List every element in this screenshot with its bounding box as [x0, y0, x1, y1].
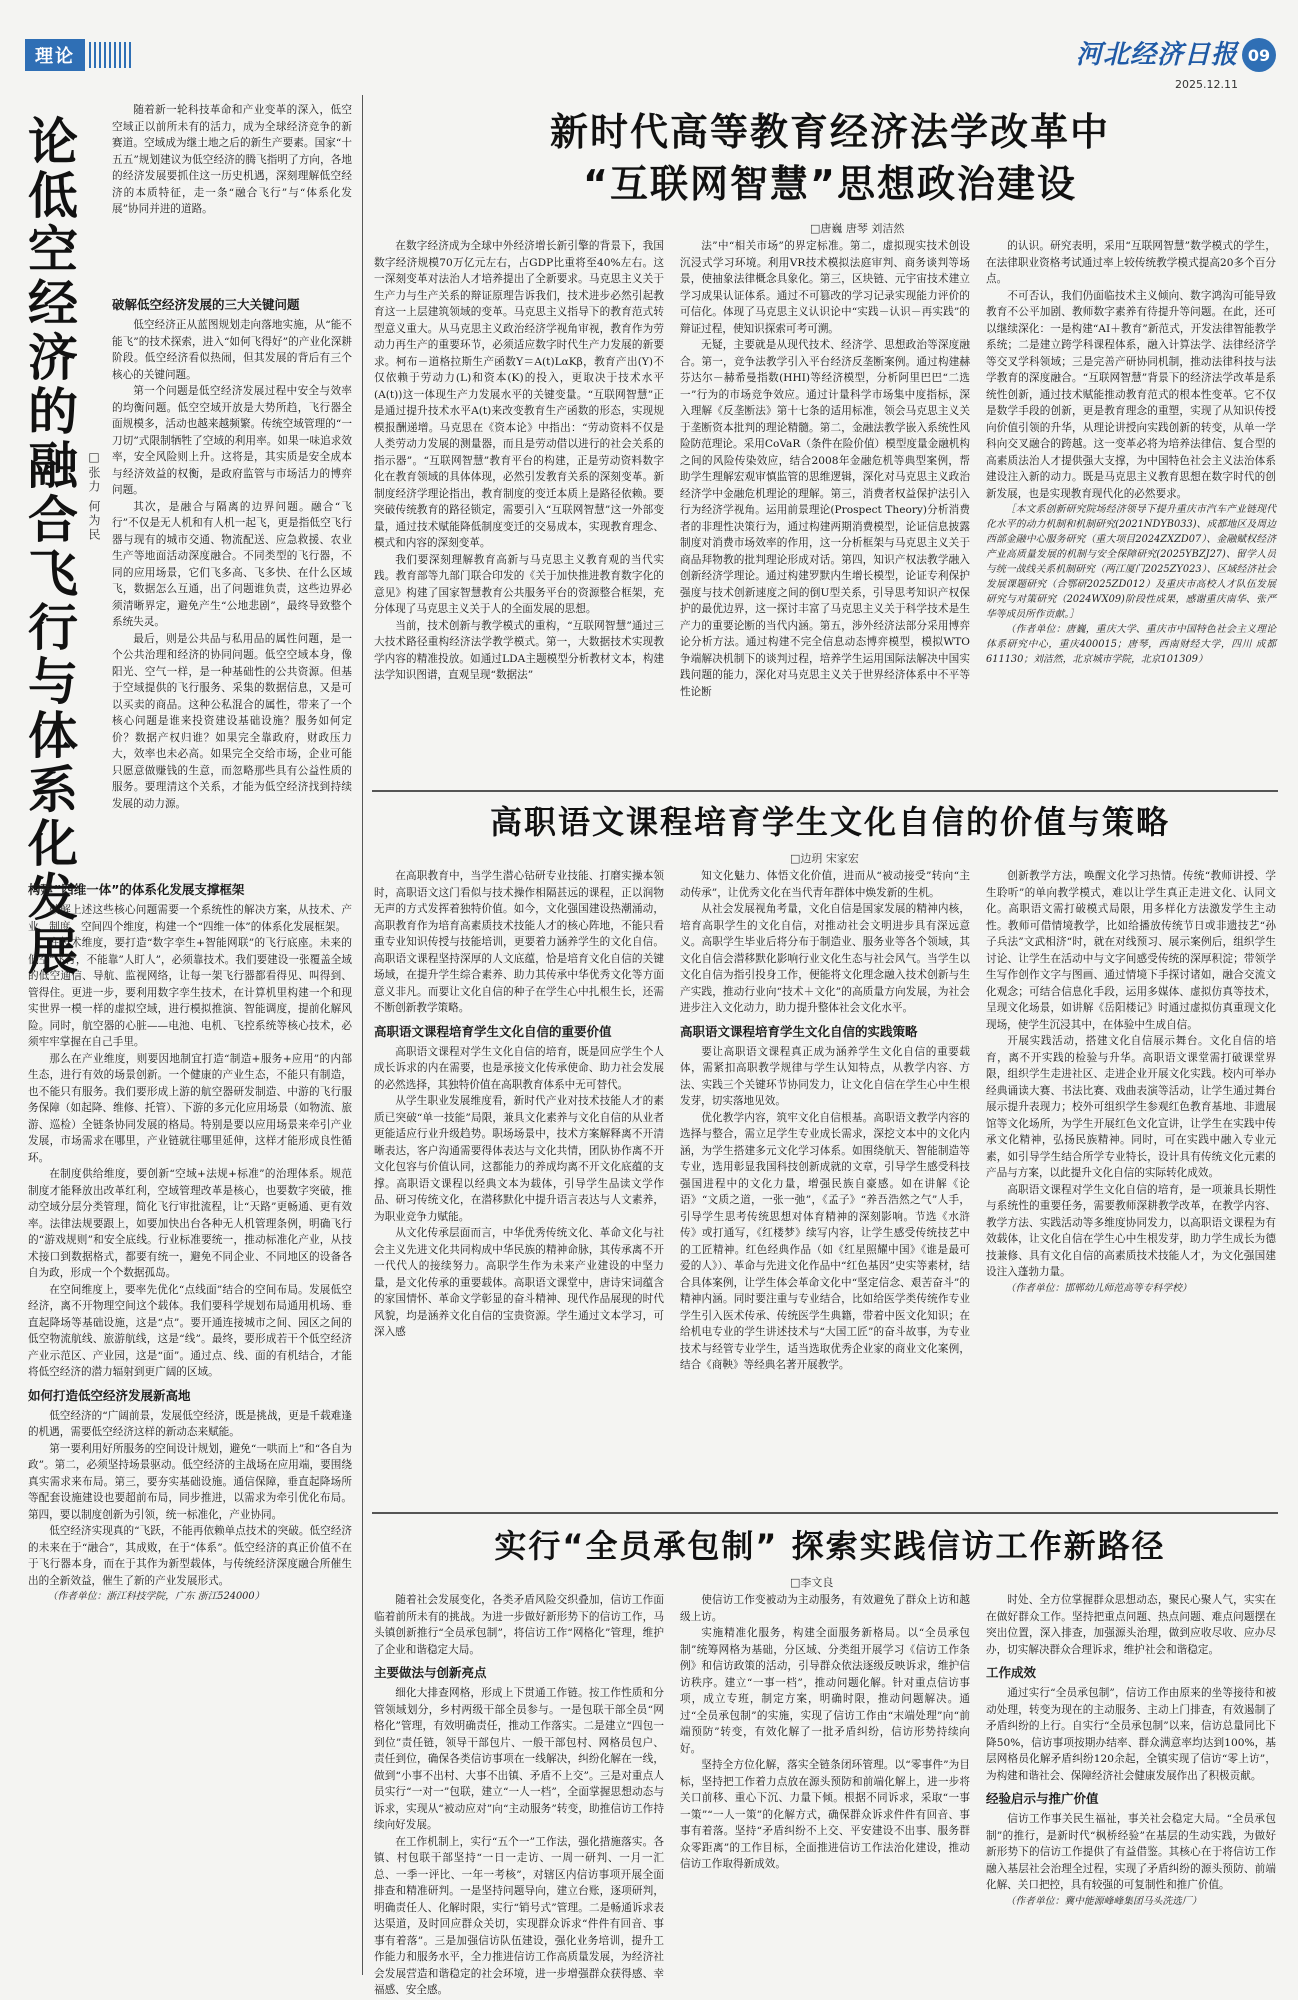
paragraph: 其次，是融合与隔离的边界问题。融合“飞行”不仅是无人机和有人机一起飞，更是指低空飞行器与现有的城市交通、物流配送、应急救援、农业生产等地面活动深度融合。不同类型的飞行器，不同的应用场景，它们飞多高、飞多快、在什么区域飞，数据怎么互通，出了问题谁负责，这些边界必须清晰界定，避免产生“公地悲剧”，最终导致整个系统失灵。 — [112, 500, 352, 628]
paragraph: 在高职教育中，当学生潜心钻研专业技能、打磨实操本领时，高职语文这门看似与技术操作相隔甚远的课程，正以润物无声的方式发挥着独特价值。如今，文化强国建设热潮涌动，高职教育作为培育高素质技术技能人才的核心阵地，不能只看重专业知识传授与技能培训，更要着力涵养学生的文化自信。高职语文课程坚持深厚的人文底蕴，恰是培育文化自信的关键场域，在提升学生综合素养、助力其传承中华优秀文化等方面意义非凡。而要让文化自信的种子在学生心中扎根生长，还需不断创新教学策略。 — [374, 870, 664, 1014]
fund-note: ［本文系创新研究院场经济领导下提升重庆市汽车产业链现代化水平的动力机制和机制研究(2021NDYB033)、成都地区及周边西部金融中心服务研究（重大项目2024ZXZD07）、金融赋权经济产业高质量发展的机制与安全保障研究(2025YBZJ27)、留学人员与统一战线关系机制研究（两江厦门2025ZY023）、区域经济社会发展课题研究（合鄂研2025ZD012）及重庆市高校人才队伍发展研究与对策研究（2024WX09)阶段性成果，感谢重庆南华、张严华等成员所作贡献。］ — [986, 504, 1276, 620]
article1-byline: □唐巍 唐琴 刘洁然 — [810, 222, 905, 235]
paragraph: 在技术维度，要打造“数字孪生+智能网联”的飞行底座。未来的低空“飞行，不能靠”人盯人”，必须靠技术。我们要建设一张覆盖全域的低空通信、导航、监视网络，让每一架飞行器都看得见、叫得到、管得住。更进一步，要利用数字孪生技术，在计算机里构建一个和现实世界一模一样的虚拟空域，进行模拟推演、智能调度，提前化解风险。同时，航空器的心脏——电池、电机、飞控系统等核心技术，必须牢牢掌握在自己手里。 — [28, 937, 352, 1048]
paragraph: 通过实行“全员承包制”，信访工作由原来的坐等接待和被动处理，转变为现在的主动服务、主动上门排查，有效遏制了矛盾纠纷的上行。自实行“全员承包制”以来，信访总量同比下降50%，信访事项按期办结率、群众满意率均达到100%，基层网格员化解矛盾纠纷120余起，全镇实现了信访“零上访”，为构建和谐社会、保障经济社会健康发展作出了积极贡献。 — [986, 1687, 1276, 1782]
article3-col3 — [986, 1592, 1276, 1980]
paragraph: 细化大排查网格，形成上下贯通工作链。按工作性质和分管领域划分，乡村两级干部全员参与。一是包联干部全员“网格化”管理，有效明确责任，推动工作落实。二是建立“四包一到位”责任链，领导干部包片、一般干部包村、网格员包户、责任到位，确保各类信访事项在一线解决，纠纷化解在一线，做到“小事不出村、大事不出镇、矛盾不上交”。三是对重点人员实行“一对一”包联，建立“一人一档”，全面掌握思想动态与诉求，实现从“被动应对”向“主动服务”转变，助推信访工作持续向好发展。 — [374, 1687, 664, 1831]
paragraph: 从学生职业发展维度看，新时代产业对技术技能人才的素质已突破“单一技能”局限，兼具文化素养与文化自信的从业者更能适应行业升级趋势。职场场景中，技术方案解释离不开清晰表达，客户沟通需要得体表达与文化共情，团队协作离不开文化包容与价值认同，这都能力的养成均离不开文化底蕴的支撑。高职语文课程以经典文本为载体，引导学生品读文学作品、研习传统文化，在潜移默化中提升语言表达与人文素养，为职业竞争力赋能。 — [374, 1095, 664, 1223]
article2-title: 高职语文课程培育学生文化自信的价值与策略 — [489, 803, 1170, 841]
article3-col2 — [680, 1592, 970, 1980]
masthead-logo: 河北经济日报 — [1075, 40, 1238, 70]
paragraph: 在数字经济成为全球中外经济增长新引擎的背景下，我国数字经济规模70万亿元左右，占GDP比重将至40%左右。这一深刻变革对法治人才培养提出了全新要求。马克思主义关于生产力与生产关系的辩证原理告诉我们，技术进步必然引起教育这一上层建筑领域的变革。马克思主义指导下的教育范式转型意义重大。从马克思主义政治经济学视角审视，教育作为劳动力再生产的重要环节，必须适应数字时代生产力发展的新要求。柯布－道格拉斯生产函数Y＝A(t)LαKβ，教育产出(Y)不仅依赖于劳动力(L)和资本(K)的投入，更取决于技术水平(A(t))这一体现生产力发展水平的关键变量。“互联网智慧”正是通过提升技术水平A(t)来改变教育生产函数的形态，实现规模报酬递增。马克思在《资本论》中指出：“劳动资料不仅是人类劳动力发展的测量器，而且是劳动借以进行的社会关系的指示器”。“互联网智慧”教育平台的构建，正是劳动资料数字化在教育领域的具体体现，必然引发教育关系的深刻变革。新制度经济学理论指出，教育制度的变迁本质上是路径依赖。要突破传统教育的路径锁定，需要引入“互联网智慧”这一外部变量，通过技术赋能降低制度变迁的交易成本，实现教育理念、模式和内容的深刻变革。 — [374, 240, 664, 549]
paragraph: 高职语文课程对学生文化自信的培育，既是回应学生个人成长诉求的内在需要，也是承接文化传承使命、助力社会发展的必然选择，其独特价值在高职教育体系中无可替代。 — [374, 1045, 664, 1091]
paragraph: 优化教学内容，筑牢文化自信根基。高职语文教学内容的选择与整合，需立足学生专业成长需求，深挖文本中的文化内涵，为学生搭建多元文化学习体系。如围绕航天、智能制造等专业，选用彰显我国科技创新成就的文章，引导学生感受科技强国进程中的文化力量，增强民族自豪感。如在讲解《论语》“文质之道，一张一弛”，《孟子》“养吾浩然之气”人手，引导学生思考传统思想对体育精神的深刻影响。节选《水浒传》或打通写，《红楼梦》续写内容，让学生感受传统技艺中的工匠精神。红色经典作品（如《红星照耀中国》《谁是最可爱的人》）、革命与先进文化作品中“红色基因”史实等素材，结合具体案例，让学生体会革命文化中“坚定信念、艰苦奋斗”的精神内涵。同时要注重与专业结合，比如给医学类传统作专业学生引入医术传承、传统医学生典籍，带着中医文化知识；在给机电专业的学生讲述技术与“大国工匠”的奋斗故事，为专业技术与经管专业学生，适当选取优秀企业家的商业文化案例，结合《商鞅》等经典名著开展教学。 — [680, 1111, 970, 1371]
article2-col3 — [986, 868, 1276, 1506]
author-note: （作者单位：浙江科技学院，广东 浙江524000） — [47, 1591, 265, 1602]
column-divider — [362, 95, 363, 1975]
section-heading: 构建“四维一体”的体系化发展支撑框架 — [28, 882, 245, 897]
article1-title-line1: 新时代高等教育经济法学改革中 — [549, 110, 1110, 154]
paragraph: 开展实践活动，搭建文化自信展示舞台。文化自信的培育，离不开实践的检验与升华。高职语文课堂需打破课堂界限，组织学生走进社区、走进企业开展文化实践。校内可举办经典诵读大赛、书法比赛、戏曲表演等活动，让学生通过舞台展示提升表现力；校外可组织学生参观红色教育基地、非遗展馆等文化场所，为学生开展红色文化宣讲，让学生在实践中传承文化精神，弘扬民族精神。同时，可在实践中融入专业元素，如引导学生结合所学专业特长，设计具有传统文化元素的产品与方案，以此提升文化自信的实际转化成效。 — [986, 1035, 1276, 1179]
left-article-sec1 — [112, 290, 352, 878]
paragraph: 使信访工作变被动为主动服务，有效避免了群众上访和越级上访。 — [680, 1594, 970, 1623]
paragraph: 从社会发展视角考量，文化自信是国家发展的精神内核，培育高职学生的文化自信，对推动社会文明进步具有深远意义。高职学生毕业后将分布于制造业、服务业等各个领域，其文化自信会潜移默化影响行业文化生态与社会风气。当学生以文化自信为指引投身工作，便能将文化理念融入技术创新与生产实践，推动行业向“技术＋文化”的高质量方向发展，为社会进步注入文化动力，助力提升整体社会文化水平。 — [680, 903, 970, 1014]
paragraph: 低空经济的“广阔前景，发展低空经济，既是挑战，更是千载难逢的机遇，需要低空经济这样的新动态来赋能。 — [28, 1409, 352, 1438]
author-note: （作者单位：邯郸幼儿师范高等专科学校） — [1005, 1282, 1192, 1294]
left-article-intro — [112, 102, 352, 288]
paragraph: 低空经济正从蓝图规划走向落地实施，从“能不能飞”的技术探索，进入“如何飞得好”的产业化深耕阶段。低空经济看似热闹，但其发展的背后有三个核心的关键问题。 — [112, 319, 352, 381]
article1-col1 — [374, 238, 664, 786]
paragraph: 高职语文课程对学生文化自信的培育，是一项兼具长期性与系统性的重要任务，需要教师深耕教学改革，在教学内容、教学方法、实践活动等多维度协同发力，以高职语文课程为有效载体，让文化自信在学生心中生根发芽，助力学生成长为德技兼修、具有文化自信的高素质技术技能人才，为文化强国建设注入蓬勃力量。 — [986, 1183, 1276, 1278]
section-divider — [372, 790, 1278, 792]
paragraph: 坚持全方位化解，落实全链条闭环管理。以“零事件”为目标，坚持把工作着力点放在源头预防和前端化解上，进一步将关口前移、重心下沉、力量下倾。根据不同诉求，采取“一事一策”“一人一策”的化解方式，确保群众诉求件件有回音、事事有着落。坚持“矛盾纠纷不上交、平安建设不出事、服务群众零距离”的工作目标，全面推进信访工作法治化建设，推动信访工作取得新成效。 — [680, 1759, 970, 1870]
paragraph: 创新教学方法，唤醒文化学习热情。传统“教师讲授、学生聆听”的单向教学模式，难以让学生真正走进文化、认同文化。高职语文需打破模式局限，用多样化方法激发学生主动性。教师可借情境教学，比如给播放传统节日或非遗技艺“孙子兵法”文武相济“时，就在对线预习、展示案例后，组织学生讨论、让学生在活动中与文字间感受传统的深厚积淀；带领学生写作创作文字与图画、通过情境下手探讨诸如，融合交流文化观念；可结合信息化手段，运用多媒体、虚拟仿真等技术，呈现文化场景，如讲解《岳阳楼记》时通过虚拟仿真重现文化现场，使学生沉浸其中，在体验中生成自信。 — [986, 870, 1276, 1031]
paragraph: 破解上述这些核心问题需要一个系统性的解决方案，从技术、产业、制度、空间四个维度，构建一个“四维一体”的体系化发展框架。 — [28, 904, 352, 933]
article2-col2 — [680, 868, 970, 1506]
paragraph: 最后，则是公共品与私用品的属性问题，是一个公共治理和经济的协同问题。低空空域本身，像阳光、空气一样，是一种基础性的公共资源。但基于空域提供的飞行服务、采集的数据信息，又是可以买卖的商品。这种公私混合的属性，带来了一个核心问题是谁来投资建设基础设施？服务如何定价？数据产权归谁？如果完全靠政府，财政压力大，效率也未必高。如果完全交给市场，企业可能只愿意做赚钱的生意，而忽略那些具有公益性质的服务。要理清这个关系，才能为低空经济找到持续发展的动力源。 — [112, 632, 352, 810]
section-heading: 高职语文课程培育学生文化自信的实践策略 — [680, 1023, 918, 1039]
paragraph: 从文化传承层面而言，中华优秀传统文化、革命文化与社会主义先进文化共同构成中华民族的精神命脉，其传承离不开一代代人的接续努力。高职学生作为未来产业建设的中坚力量，是文化传承的重要载体。高职语文课堂中，唐诗宋词蕴含的家国情怀、革命文学彰显的奋斗精神、现代作品展现的时代风貌，均是涵养文化自信的宝贵资源。学生通过文本学习，可深入感 — [374, 1227, 664, 1338]
paragraph: 那么在产业维度，则要因地制宜打造“制造+服务+应用”的内部生态，进行有效的场景创新。一个健康的产业生态，不能只有制造，也不能只有服务。我们要形成上游的航空器研发制造、中游的飞行服务保障（如起降、维修、托管）、下游的多元化应用场景（如物流、旅游、巡检）全链条协同发展的格局。特别是要以应用场景来牵引产业发展，市场需求在哪里，产业链就往哪里延伸，这样才能形成良性循环。 — [28, 1052, 352, 1164]
article2-byline: □边玥 宋家宏 — [790, 852, 859, 865]
author-note: （作者单位：唐巍，重庆大学、重庆市中国特色社会主义理论体系研究中心，重庆400015；唐琴，西南财经大学，四川 成都611130；刘洁然，北京城市学院，北京101309） — [986, 624, 1276, 665]
paragraph: 要让高职语文课程真正成为涵养学生文化自信的重要载体，需紧扣高职教学规律与学生认知特点，从教学内容、方法、实践三个关键环节协同发力，让文化自信在学生心中生根发芽，切实落地见效。 — [680, 1045, 970, 1107]
author-note: （作者单位：冀中能源峰峰集团马头洗选厂） — [1005, 1895, 1202, 1907]
paragraph: 无疑，主要就是从现代技术、经济学、思想政治等深度融合。第一，竞争法教学引入平台经济反垄断案例。通过构建赫芬达尔－赫希曼指数(HHI)等经济模型，分析阿里巴巴“二选一”行为的市场竞争效应。通过计量科学市场集中度指标，深入理解《反垄断法》第十七条的适用标准，领会马克思主义关于垄断资本批判的理论精髓。第二，金融法教学嵌入系统性风险防范理论。采用CoVaR（条件在险价值）模型度量金融机构之间的风险传染效应，结合2008年金融危机等典型案例，帮助学生理解宏观审慎监管的思维逻辑，深化对马克思主义政治经济学中金融危机理论的理解。第三，消费者权益保护法引入行为经济学视角。运用前景理论(Prospect Theory)分析消费者的非理性决策行为，通过构建两期消费模型，论证信息披露制度对消费市场效率的作用，这一分析框架与马克思主义关于商品拜物教的批判理论形成对话。第四，知识产权法教学融入创新经济学理论。通过构建罗默内生增长模型，论证专利保护强度与技术创新速度之间的倒U型关系，引导思考知识产权保护的最优边界，这一探讨丰富了马克思主义关于科学技术是生产力的重要论断的当代内涵。第五，涉外经济法部分采用博弈论分析方法。通过构建不完全信息动态博弈模型，模拟WTO争端解决机制下的谈判过程，培养学生运用国际法解决中国实践问题的能力，深化对马克思主义关于世界经济体系中不平等性论断 — [680, 339, 970, 698]
article2-col1 — [374, 868, 664, 1506]
section-heading: 工作成效 — [986, 1665, 1037, 1680]
article1-title-line2: “互联网智慧”思想政治建设 — [583, 162, 1077, 206]
paragraph: 第一要利用好所服务的空间设计规划，避免“一哄而上”和“各自为政”。第二，必须坚持场景驱动。低空经济的主战场在应用端，要围绕真实需求来布局。第三，要夯实基础设施。通信保障，垂直起降场所等配套设施建设也要超前布局，同步推进，以需求为牵引优化布局。第四，要以制度创新为引领，统一标准化，产业协同。 — [28, 1442, 352, 1521]
section-stripes — [89, 42, 133, 68]
section-tag — [25, 40, 140, 70]
section-divider — [372, 1512, 1278, 1514]
paragraph: 知文化魅力、体悟文化价值，进而从“被动接受”转向“主动传承”，让优秀文化在当代青年群体中焕发新的生机。 — [680, 870, 970, 899]
left-article-title: 论低空经济的融合飞行与体系化发展 — [20, 115, 78, 979]
paragraph: 随着社会发展变化，各类矛盾风险交织叠加，信访工作面临着前所未有的挑战。为进一步做好新形势下的信访工作，马头镇创新推行“全员承包制”，将信访工作“网格化”管理，维护了企业和谐稳定大局。 — [374, 1594, 664, 1656]
paragraph: 我们要深刻理解教育高新与马克思主义教育观的当代实践。教育部等九部门联合印发的《关于加快推进教育数字化的意见》构建了国家智慧教育公共服务平台的资源整合框架，充分体现了马克思主义关于人的全面发展的思想。 — [374, 553, 664, 615]
paragraph: 低空经济实现真的“飞跃，不能再依赖单点技术的突破。低空经济的未来在于“融合”，其成败，在于“体系”。低空经济的真正价值不在于飞行器本身，而在于其作为新型载体，与传统经济深度融合所催生出的全新效益，催生了新的产业发展形式。 — [28, 1525, 352, 1587]
publication-date: 2025.12.11 — [1175, 78, 1238, 91]
article1-col3 — [986, 238, 1276, 786]
article3-title: 实行“全员承包制” 探索实践信访工作新路径 — [494, 1527, 1166, 1565]
paragraph: 在空间维度上，要率先优化“点线面”结合的空间布局。发展低空经济，离不开物理空间这个载体。我们要科学规划布局通用机场、垂直起降场等基础设施，这是“点”。要开通连接城市之间、园区之间的低空物流航线、旅游航线，这是“线”。最终，要形成若干个低空经济产业示范区、产业园，这是“面”。通过点、线、面的有机结合，才能将低空经济的潜力辐射到更广阔的区域。 — [28, 1283, 352, 1378]
section-heading: 如何打造低空经济发展新高地 — [28, 1387, 191, 1403]
section-label: 理论 — [25, 39, 85, 71]
article1-col2 — [680, 238, 970, 786]
paragraph: 在工作机制上，实行“五个一”工作法，强化措施落实。各镇、村包联干部坚持“一日一走访、一周一研判、一月一汇总、一季一评比、一年一考核”，对辖区内信访事项开展全面排查和精准研判。一是坚持问题导向，建立台账，逐项研判，明确责任人、化解时限，实行“销号式”管理。二是畅通诉求表达渠道，及时回应群众关切，实现群众诉求“件件有回音、事事有着落”。三是加强信访队伍建设，强化业务培训，提升工作能力和服务水平，全力推进信访工作高质量发展，为经济社会发展营造和谐稳定的社会环境，进一步增强群众获得感、幸福感、安全感。 — [374, 1835, 664, 1996]
page-number: 09 — [1242, 38, 1276, 72]
section-heading: 破解低空经济发展的三大关键问题 — [112, 297, 300, 312]
section-heading: 经验启示与推广价值 — [986, 1791, 1099, 1806]
paragraph: 时处、全方位掌握群众思想动态，聚民心聚人气，实实在在做好群众工作。坚持把重点问题、热点问题、难点问题摆在突出位置，深入排查，加强源头治理，做到应收尽收、应办尽办，切实解决群众合理诉求，维护社会和谐稳定。 — [986, 1594, 1276, 1656]
article3-col1 — [374, 1592, 664, 1996]
paragraph: 的认识。研究表明，采用“互联网智慧”数学模式的学生，在法律职业资格考试通过率上较传统教学模式提高20多个百分点。 — [986, 240, 1276, 285]
paragraph: 当前，技术创新与教学模式的重构，“互联网智慧”通过三大技术路径重构经济法学教学模式。第一，大数据技术实现教学内容的精准投放。如通过LDA主题模型分析教材文本，构建法学知识图谱，直观呈现“数据法” — [374, 619, 664, 681]
section-heading: 主要做法与创新亮点 — [374, 1665, 487, 1680]
paragraph: 随着新一轮科技革命和产业变革的深入，低空空域正以前所未有的活力，成为全球经济竞争的新赛道。空域成为继土地之后的新生产要素。国家“十五五”规划建议为低空经济的腾飞指明了方向，各地的经济发展要抓住这一历史机遇，深刻理解低空经济的本质特征，走一条“融合飞行”与“体系化发展”协同并进的道路。 — [112, 104, 352, 215]
article3-byline: □李文良 — [790, 1576, 834, 1589]
paragraph: 在制度供给维度，要创新“空域+法规+标准”的治理体系。规范制度才能释放出改革红利，空域管理改革是核心，也要数字突破，推动空域分层分类管理，简化飞行审批流程，让“天路”更畅通、更有效率。法律法规要跟上，如要加快出台各种无人机管理条例，明确飞行的“游戏规则”和安全底线。行业标准要统一，推动标准化产业，从技术接口到数据格式，都要有统一，避免不同企业、不同地区的设备各自为政，形成一个个数据孤岛。 — [28, 1168, 352, 1279]
left-article-author: □张力 何为民 — [87, 450, 101, 542]
left-article-body — [28, 875, 352, 1970]
section-heading: 高职语文课程培育学生文化自信的重要价值 — [374, 1023, 612, 1039]
paragraph: 法”中“相关市场”的界定标准。第二，虚拟现实技术创设沉浸式学习环境。利用VR技术模拟法庭审判、商务谈判等场景，使抽象法律概念具象化。第三，区块链、元宇宙技术建立学习成果认证体系。通过不可篡改的学习记录实现能力评价的可信化。体现了马克思主义认识论中“实践－认识－再实践”的辩证过程，使知识探索可考可溯。 — [680, 240, 970, 335]
paragraph: 信访工作事关民生福祉，事关社会稳定大局。“全员承包制”的推行，是新时代“枫桥经验”在基层的生动实践，为做好新形势下的信访工作提供了有益借鉴。其核心在于将信访工作融入基层社会治理全过程，实现了矛盾纠纷的源头预防、前端化解、关口把控，具有较强的可复制性和推广价值。 — [986, 1813, 1276, 1891]
paragraph: 不可否认，我们仍面临技术主义倾向、数字鸿沟可能导致教育不公平加剧、教师数字素养有待提升等问题。在此，还可以继续深化：一是构建“AI＋教育”新范式，开发法律智能教学系统；二是建立跨学科课程体系，融入计算法学、法律经济学等交叉学科领域；三是完善产研协同机制，推动法律科技与法学教育的深度融合。“互联网智慧”背景下的经济法学改革是系统性创新，通过技术赋能推动教育范式的根本性变革。它不仅是数学手段的创新，更是教育理念的重塑，实现了从知识传授向价值引领的升华，从理论讲授向实践创新的转变，从单一学科向交叉融合的跨越。这一变革必将为培养法律信、复合型的高素质法治人才提供强大支撑，为中国特色社会主义法治体系建设注入新的动力。既是马克思主义教育思想在数字时代的创新发展，也是实现教育现代化的必然要求。 — [986, 289, 1276, 500]
paragraph: 实施精准化服务，构建全面服务新格局。以“全员承包制”统筹网格为基础，分区域、分类组开展学习《信访工作条例》和信访政策的活动，引导群众依法逐级反映诉求，维护信访秩序。建立“一事一档”，推动问题化解。针对重点信访事项，成立专班，制定方案，明确时限，推动问题解决。通过“全员承包制”的实施，实现了信访工作由“末端处理”向“前端预防”转变，有效化解了一批矛盾纠纷，信访形势持续向好。 — [680, 1627, 970, 1755]
paragraph: 第一个问题是低空经济发展过程中安全与效率的均衡问题。低空空域开放是大势所趋，飞行器全面规模多，活动也越来越频繁。传统空域管理的“一刀切”式限制牺牲了空域的利用率。如果一味追求效率，安全风险则上升。这将是，其实质是安全成本与经济效益的权衡，是政府监管与市场活力的博弈问题。 — [112, 385, 352, 496]
